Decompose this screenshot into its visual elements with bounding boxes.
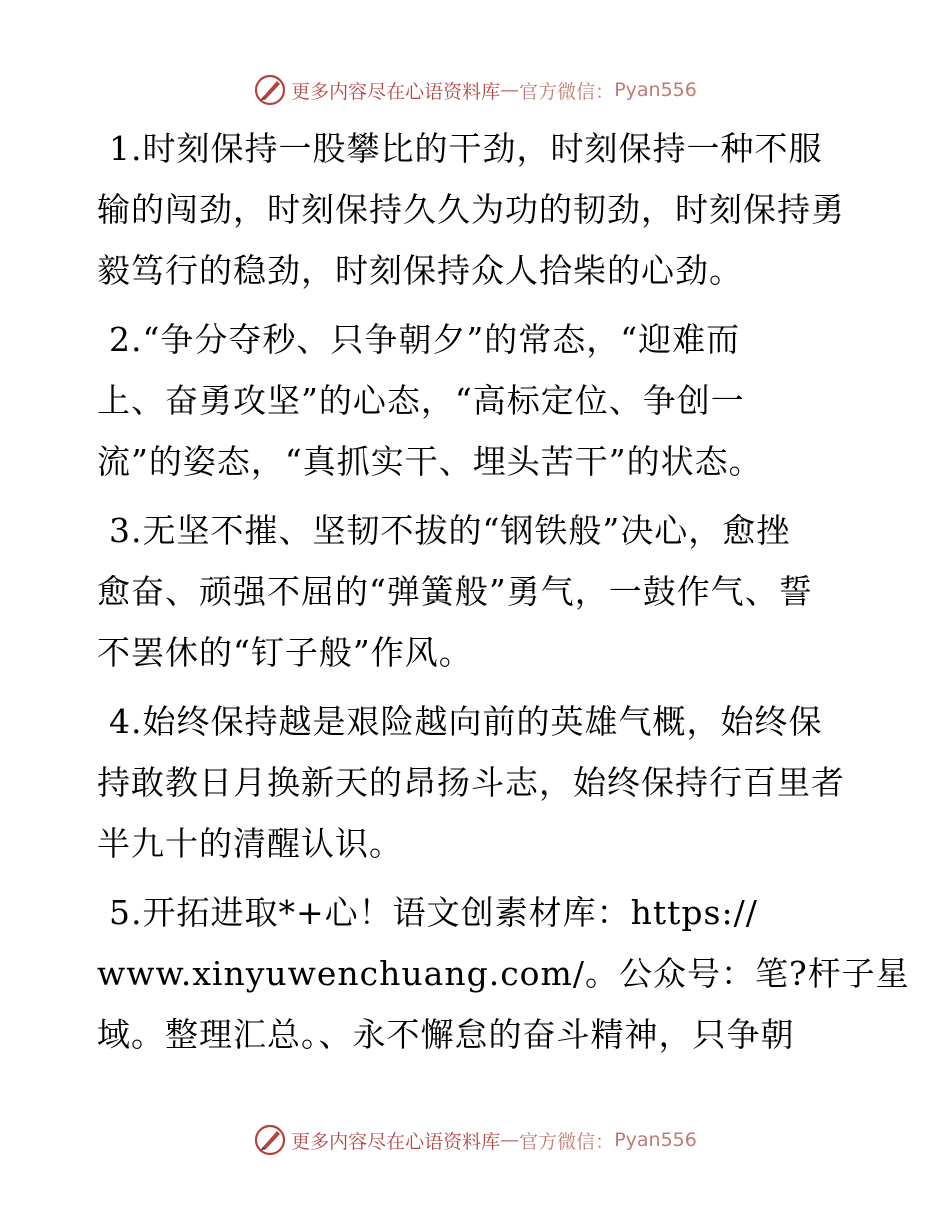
paragraph-line: 持敢教日月换新天的昂扬斗志，始终保持行百里者	[97, 763, 845, 802]
watermark-brand-text: 更多内容尽在心语资料库	[291, 80, 501, 103]
paragraph-line: www.xinyuwenchuang.com/。公众号：笔?杆子星	[97, 954, 910, 993]
watermark-wechat-id: Pyan556	[614, 79, 697, 101]
paragraph-line: 半九十的清醒认识。	[97, 824, 403, 863]
paragraph-line: 毅笃行的稳劲，时刻保持众人拾柴的心劲。	[97, 251, 743, 290]
paragraph-line: 不罢休的“钉子般”作风。	[97, 633, 473, 672]
watermark-wechat-id: Pyan556	[614, 1129, 697, 1151]
quill-pen-logo-icon	[253, 73, 287, 107]
paragraph-line: 2.“争分夺秒、只争朝夕”的常态，“迎难而	[109, 320, 741, 359]
paragraph-5	[97, 882, 910, 1065]
header-watermark	[0, 70, 950, 110]
paragraph-line: 愈奋、顽强不屈的“弹簧般”勇气，一鼓作气、誓	[97, 572, 813, 611]
paragraph-line: 4.始终保持越是艰险越向前的英雄气概，始终保	[109, 702, 823, 741]
quill-pen-logo-icon	[253, 1123, 287, 1157]
paragraph-line: 1.时刻保持一股攀比的干劲，时刻保持一种不服	[109, 129, 823, 168]
paragraph-4	[97, 691, 857, 874]
paragraph-3	[97, 500, 857, 683]
watermark-separator: —	[500, 1129, 520, 1151]
paragraph-2	[97, 309, 857, 492]
footer-watermark	[0, 1120, 950, 1160]
document-body	[97, 118, 910, 1073]
paragraph-line: 上、奋勇攻坚”的心态，“高标定位、争创一	[97, 381, 745, 420]
watermark-separator: —	[500, 79, 520, 101]
watermark-official-label: 官方微信：	[519, 1130, 615, 1153]
paragraph-line: 域。整理汇总。、永不懈怠的奋斗精神，只争朝	[97, 1015, 795, 1054]
watermark-brand-text: 更多内容尽在心语资料库	[291, 1130, 501, 1153]
paragraph-line: 输的闯劲，时刻保持久久为功的韧劲，时刻保持勇	[97, 190, 845, 229]
paragraph-line: 3.无坚不摧、坚韧不拔的“钢铁般”决心，愈挫	[109, 511, 791, 550]
paragraph-line: 5.开拓进取*+心！语文创素材库：https://	[109, 893, 758, 932]
paragraph-line: 流”的姿态，“真抓实干、埋头苦干”的状态。	[97, 442, 763, 481]
paragraph-1	[97, 118, 857, 301]
watermark-official-label: 官方微信：	[519, 80, 615, 103]
